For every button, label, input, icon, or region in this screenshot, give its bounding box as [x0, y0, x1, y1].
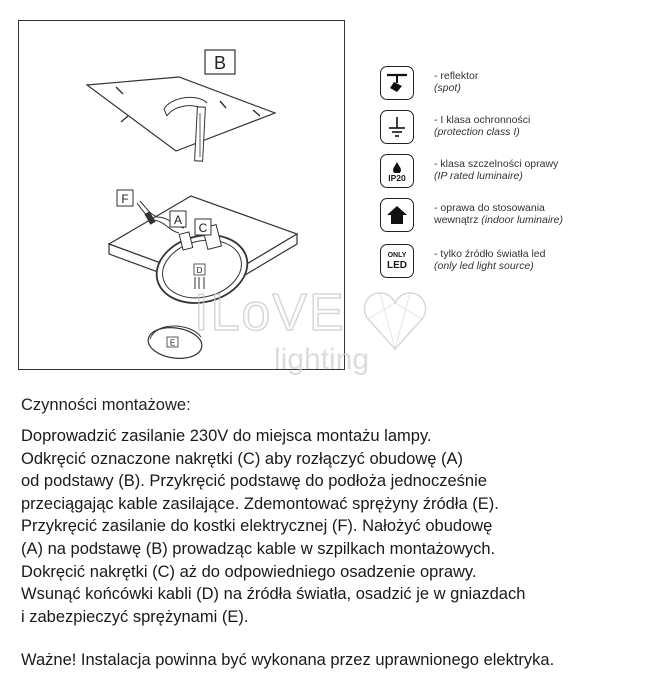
indoor-house-icon: [380, 198, 414, 232]
ip20-icon-text: IP20: [388, 173, 406, 183]
installation-diagram: [18, 20, 345, 370]
instructions-body: [21, 425, 638, 628]
label-e: E: [169, 338, 176, 348]
instruction-line: Odkręcić oznaczone nakrętki (C) aby rozłączyć obudowę (A): [21, 449, 464, 468]
instructions-section: [18, 396, 638, 628]
label-d: D: [196, 266, 203, 275]
heart-icon: [360, 287, 430, 357]
warning-note: Ważne! Instalacja powinna być wykonana przez uprawnionego elektryka.: [21, 651, 555, 669]
legend-spot-label-en: (spot): [434, 82, 461, 94]
ground-icon: [380, 110, 414, 144]
instructions-title: Czynności montażowe:: [21, 396, 191, 414]
legend-led-label: - tylko źródło światła led: [434, 248, 546, 260]
instruction-line: Wsunąć końcówki kabli (D) na źródła światła, osadzić je w gniazdach: [21, 585, 526, 604]
label-f: F: [121, 192, 129, 206]
spot-icon: [380, 66, 414, 100]
symbols-legend: [380, 66, 640, 288]
instruction-line: i zabezpieczyć sprężynami (E).: [21, 607, 249, 626]
legend-item-ip20: [380, 154, 640, 198]
legend-protection-label: - I klasa ochronności: [434, 114, 531, 126]
legend-ip-label-en: (IP rated luminaire): [434, 170, 523, 182]
legend-indoor-label-2: wewnątrz: [434, 214, 479, 226]
only-led-icon-text-2: LED: [387, 259, 407, 271]
ip20-icon: [380, 154, 414, 188]
legend-indoor-label-en: (indoor luminaire): [481, 214, 563, 226]
instruction-line: Przykręcić zasilanie do kostki elektrycznej (F). Nałożyć obudowę: [21, 517, 493, 536]
mounting-plate: [87, 77, 275, 151]
instruction-line: przeciągając kable zasilające. Zdemontować sprężyny źródła (E).: [21, 494, 499, 513]
instruction-line: (A) na podstawę (B) prowadząc kable w szpilkach montażowych.: [21, 539, 496, 558]
instruction-line: Doprowadzić zasilanie 230V do miejsca montażu lampy.: [21, 427, 432, 445]
legend-item-indoor: [380, 198, 640, 244]
legend-item-spot: [380, 66, 640, 110]
instruction-line: Dokręcić nakrętki (C) aż do odpowiedniego osadzenie oprawy.: [21, 562, 477, 581]
legend-protection-label-en: (protection class I): [434, 126, 520, 138]
label-b: B: [213, 53, 227, 73]
legend-item-protection: [380, 110, 640, 154]
legend-ip-label: - klasa szczelności oprawy: [434, 158, 559, 170]
watermark-lighting: lighting: [274, 343, 370, 376]
legend-spot-label: - reflektor: [434, 70, 479, 82]
instruction-line: od podstawy (B). Przykręcić podstawę do podłoża jednocześnie: [21, 472, 487, 491]
legend-indoor-label: - oprawa do stosowania: [434, 202, 545, 214]
legend-led-label-en: (only led light source): [434, 260, 534, 272]
label-c: C: [198, 221, 208, 235]
legend-item-only-led: [380, 244, 640, 288]
only-led-icon-text-1: ONLY: [387, 251, 407, 259]
diagram-drawing: [19, 21, 346, 371]
label-a: A: [173, 213, 183, 227]
only-led-icon: [380, 244, 414, 278]
